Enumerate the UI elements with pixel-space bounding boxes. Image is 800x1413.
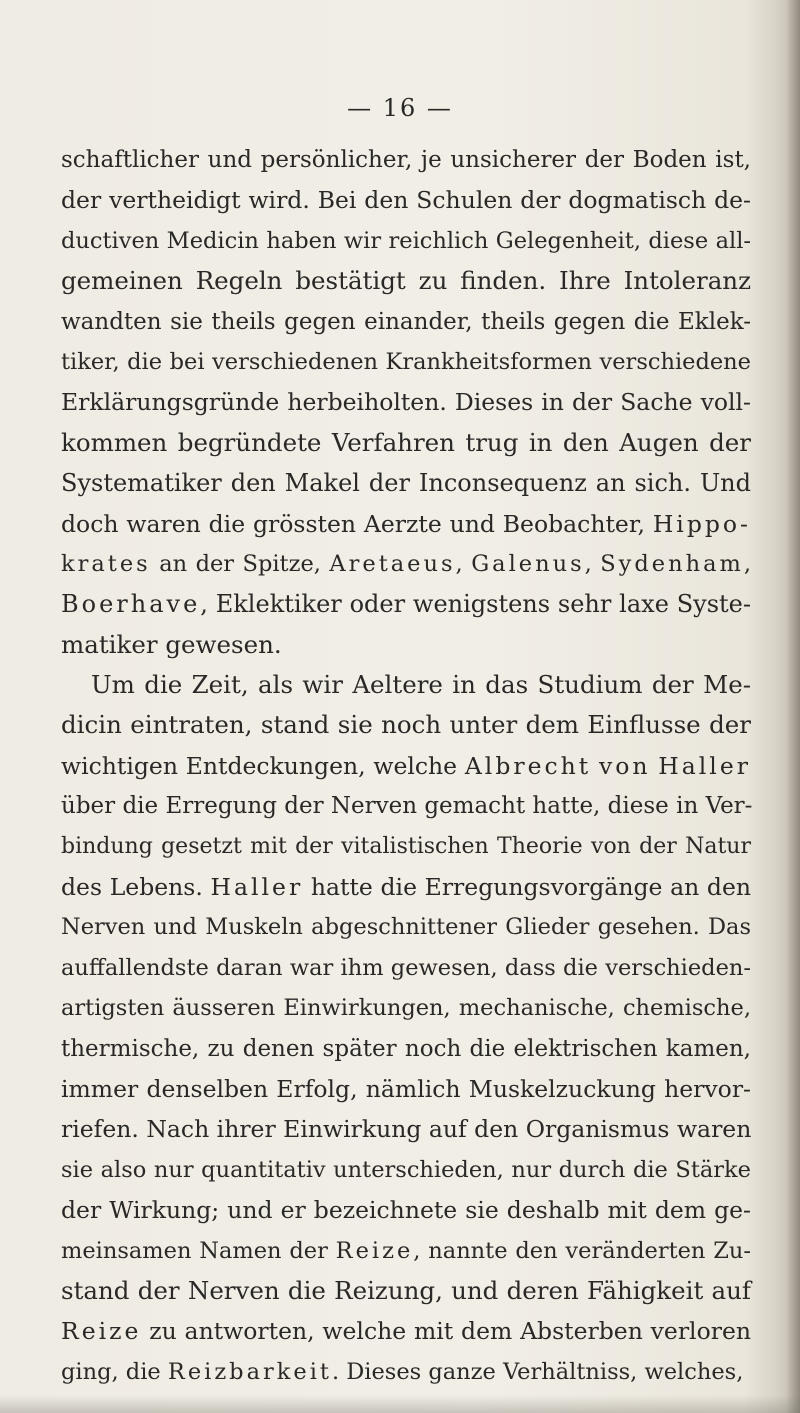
text-line: riefen. Nach ihrer Einwirkung auf den Organismus waren [61, 1115, 752, 1144]
page-number: — 16 — [347, 94, 453, 122]
text-line: wichtigen Entdeckungen, welche Albrecht von Haller [61, 751, 751, 780]
body-text [61, 140, 751, 1392]
text-line: stand der Nerven die Reizung, und deren Fähigkeit auf [61, 1275, 751, 1305]
text-line-paragraph-end: matiker gewesen. [61, 629, 282, 659]
text-line: schaftlicher und persönlicher, je unsicherer der Boden ist, [61, 147, 751, 173]
text-line: Systematiker den Makel der Inconsequenz an sich. Und [61, 469, 751, 498]
text-line: ductiven Medicin haben wir reichlich Gelegenheit, diese all- [61, 227, 751, 254]
text-line: über die Erregung der Nerven gemacht hatte, diese in Ver- [61, 793, 753, 820]
text-line: sie also nur quantitativ unterschieden, nur durch die Stärke [61, 1156, 751, 1183]
text-line: Boerhave, Eklektiker oder wenigstens sehr laxe Syste- [61, 590, 751, 619]
text-line: tiker, die bei verschiedenen Krankheitsformen verschiedene [61, 348, 751, 375]
text-line: der Wirkung; und er bezeichnete sie deshalb mit dem ge- [61, 1196, 751, 1225]
text-line: Erklärungsgründe herbeiholten. Dieses in der Sache voll- [61, 388, 751, 417]
text-line: artigsten äusseren Einwirkungen, mechanische, chemische, [61, 995, 751, 1022]
text-line: dicin eintraten, stand sie noch unter dem Einflusse der [61, 710, 751, 740]
page-bottom-shadow [0, 1395, 800, 1413]
text-line: bindung gesetzt mit der vitalistischen Theorie von der Natur [61, 833, 751, 859]
text-line-paragraph-start: Um die Zeit, als wir Aeltere in das Studium der Me- [91, 670, 751, 700]
text-line: des Lebens. Haller hatte die Erregungsvorgänge an den [61, 873, 752, 902]
text-line: der vertheidigt wird. Bei den Schulen der dogmatisch de- [61, 186, 751, 215]
text-line: immer denselben Erfolg, nämlich Muskelzuckung hervor- [61, 1074, 751, 1103]
text-line: krates an der Spitze, Aretaeus, Galenus, Sydenham, [61, 550, 751, 577]
text-line: doch waren die grössten Aerzte und Beobachter, Hippo- [61, 509, 751, 538]
text-line: ging, die Reizbarkeit. Dieses ganze Verhältniss, welches, [61, 1358, 744, 1385]
text-line: Reize zu antworten, welche mit dem Absterben verloren [61, 1317, 751, 1346]
text-line: meinsamen Namen der Reize, nannte den veränderten Zu- [61, 1237, 751, 1264]
text-line: Nerven und Muskeln abgeschnittener Glieder gesehen. Das [61, 914, 751, 941]
text-line: wandten sie theils gegen einander, theils gegen die Eklek- [61, 308, 751, 335]
text-line: auffallendste daran war ihm gewesen, dass die verschieden- [61, 954, 751, 981]
text-line: thermische, zu denen später noch die elektrischen kamen, [61, 1035, 751, 1062]
page-edge-shadow [786, 0, 800, 1413]
text-line: gemeinen Regeln bestätigt zu finden. Ihre Intoleranz [61, 266, 751, 296]
text-line: kommen begründete Verfahren trug in den Augen der [61, 427, 751, 457]
